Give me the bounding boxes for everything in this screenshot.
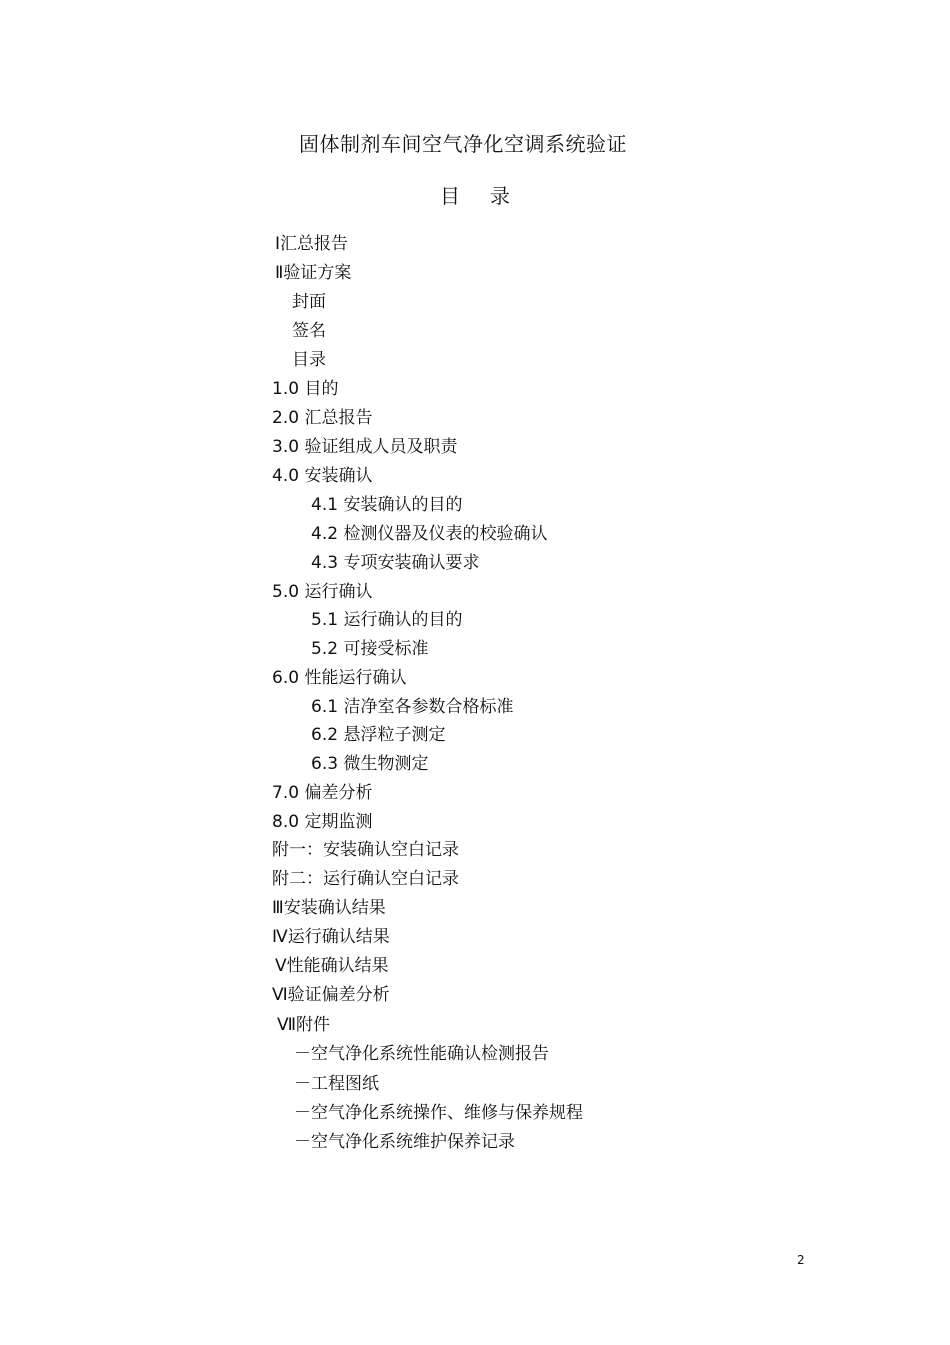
toc-item: 4.3 专项安装确认要求 [311, 553, 480, 573]
toc-item: 1.0 目的 [272, 379, 339, 399]
toc-item: Ⅰ汇总报告 [275, 234, 349, 254]
toc-item: 4.2 检测仪器及仪表的校验确认 [311, 524, 548, 544]
toc-item: 6.3 微生物测定 [311, 754, 429, 774]
toc-item: 目录 [292, 350, 326, 370]
toc-heading-char-1: 目 [440, 184, 460, 208]
document-title: 固体制剂车间空气净化空调系统验证 [299, 132, 627, 156]
toc-item: －空气净化系统性能确认检测报告 [294, 1044, 549, 1064]
toc-item: Ⅳ运行确认结果 [272, 927, 390, 947]
toc-heading-char-2: 录 [490, 184, 510, 208]
toc-item: Ⅶ附件 [277, 1015, 331, 1035]
toc-item: 7.0 偏差分析 [272, 783, 373, 803]
toc-item: 4.1 安装确认的目的 [311, 495, 463, 515]
toc-item: Ⅲ安装确认结果 [272, 898, 386, 918]
toc-item: 封面 [292, 292, 326, 312]
toc-item: 3.0 验证组成人员及职责 [272, 437, 458, 457]
toc-item: 5.2 可接受标准 [311, 639, 429, 659]
toc-item: 6.2 悬浮粒子测定 [311, 725, 446, 745]
toc-item: Ⅴ性能确认结果 [275, 956, 389, 976]
toc-item: 2.0 汇总报告 [272, 408, 373, 428]
toc-item: 签名 [292, 321, 326, 341]
toc-item: 8.0 定期监测 [272, 812, 373, 832]
toc-item: 6.0 性能运行确认 [272, 668, 407, 688]
page-number: 2 [797, 1253, 805, 1267]
toc-item: 附二：运行确认空白记录 [272, 869, 459, 889]
toc-item: 附一：安装确认空白记录 [272, 840, 459, 860]
toc-item: Ⅱ验证方案 [275, 263, 352, 283]
toc-item: 5.0 运行确认 [272, 582, 373, 602]
toc-item: 5.1 运行确认的目的 [311, 610, 463, 630]
toc-item: －工程图纸 [294, 1074, 379, 1094]
toc-item: 4.0 安装确认 [272, 466, 373, 486]
toc-item: －空气净化系统维护保养记录 [294, 1132, 515, 1152]
toc-heading [0, 180, 950, 209]
toc-item: －空气净化系统操作、维修与保养规程 [294, 1103, 583, 1123]
toc-item: 6.1 洁净室各参数合格标准 [311, 697, 514, 717]
toc-item: Ⅵ验证偏差分析 [272, 985, 390, 1005]
